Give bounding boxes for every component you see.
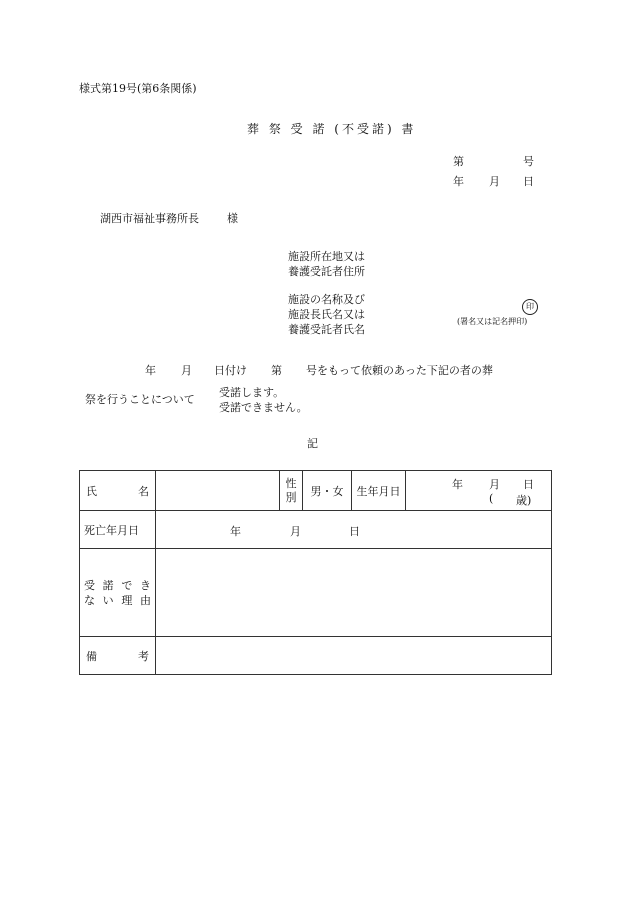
document-title: 葬 祭 受 諾 (不受諾) 書: [247, 122, 417, 136]
sex-label-cell: [280, 471, 303, 511]
death-day: 日: [349, 525, 360, 538]
death-value-cell[interactable]: [156, 511, 552, 549]
remarks-label-a: 備: [86, 649, 97, 663]
reason-char: 諾: [102, 578, 114, 592]
remarks-label-b: 考: [138, 649, 149, 663]
sender-name-label-3: 養護受託者氏名: [288, 323, 365, 336]
reason-char: な: [84, 593, 95, 607]
sender-address-label: [288, 249, 365, 279]
addressee-honorific: 様: [227, 212, 238, 225]
birth-year: 年: [452, 478, 463, 491]
birth-day: 日: [523, 478, 534, 491]
sender-name-label-2: 施設長氏名又は: [288, 308, 365, 321]
seal-note: (署名又は記名押印): [457, 317, 528, 326]
table-row-name: [80, 471, 552, 511]
birth-label-cell: 生年月日: [352, 471, 406, 511]
body-continuation: 号をもって依頼のあった下記の者の葬: [306, 364, 493, 377]
death-label-cell: 死亡年月日: [80, 511, 156, 549]
body-dai: 第: [271, 364, 282, 377]
name-value-cell[interactable]: [156, 471, 280, 511]
body-day-dated: 日付け: [214, 364, 247, 377]
reason-label-cell: [80, 549, 156, 637]
reason-label-line-2: [84, 593, 151, 608]
sex-label-2: 別: [285, 490, 297, 504]
death-month: 月: [290, 525, 301, 538]
birth-month: 月: [489, 478, 500, 491]
age-open: (: [489, 492, 494, 505]
birth-value-cell[interactable]: [406, 471, 552, 511]
age-close: 歳): [516, 494, 532, 507]
body-line2: 祭を行うことについて: [85, 393, 195, 406]
body-year: 年: [145, 364, 156, 377]
table-row-death: [80, 511, 552, 549]
doc-number-dai: 第: [453, 155, 464, 168]
sender-name-label: [288, 292, 365, 337]
addressee-name: 湖西市福祉事務所長: [100, 212, 199, 225]
name-label-cell: [80, 471, 156, 511]
reason-value-cell[interactable]: [156, 549, 552, 637]
reason-char: 由: [139, 593, 151, 607]
table-row-reason: [80, 549, 552, 637]
body-month: 月: [181, 364, 192, 377]
name-label-b: 名: [138, 484, 149, 498]
option-accept: 受諾します。: [219, 386, 285, 399]
table-row-remarks: [80, 637, 552, 675]
form-number: 様式第19号(第6条関係): [79, 82, 197, 95]
doc-number-go: 号: [523, 155, 534, 168]
reason-char: で: [121, 578, 133, 592]
ki-heading: 記: [307, 437, 318, 450]
remarks-value-cell[interactable]: [156, 637, 552, 675]
date-year: 年: [453, 175, 464, 188]
remarks-label-cell: [80, 637, 156, 675]
sender-name-label-1: 施設の名称及び: [288, 293, 365, 306]
date-day: 日: [523, 175, 534, 188]
sender-address-label-1: 施設所在地又は: [288, 250, 365, 263]
sex-label-1: 性: [285, 476, 297, 490]
reason-char: き: [139, 578, 151, 592]
name-label-a: 氏: [86, 484, 97, 498]
reason-char: い: [102, 593, 114, 607]
seal-mark-text: 印: [526, 302, 534, 311]
seal-mark: [522, 299, 538, 315]
reason-char: 理: [121, 593, 133, 607]
sex-options-cell[interactable]: 男・女: [303, 471, 352, 511]
option-reject: 受諾できません。: [219, 401, 308, 414]
record-table: [79, 470, 552, 675]
date-month: 月: [489, 175, 500, 188]
death-year: 年: [230, 525, 241, 538]
reason-char: 受: [84, 578, 95, 592]
reason-label-line-1: [84, 578, 151, 593]
sender-address-label-2: 養護受託者住所: [288, 265, 365, 278]
